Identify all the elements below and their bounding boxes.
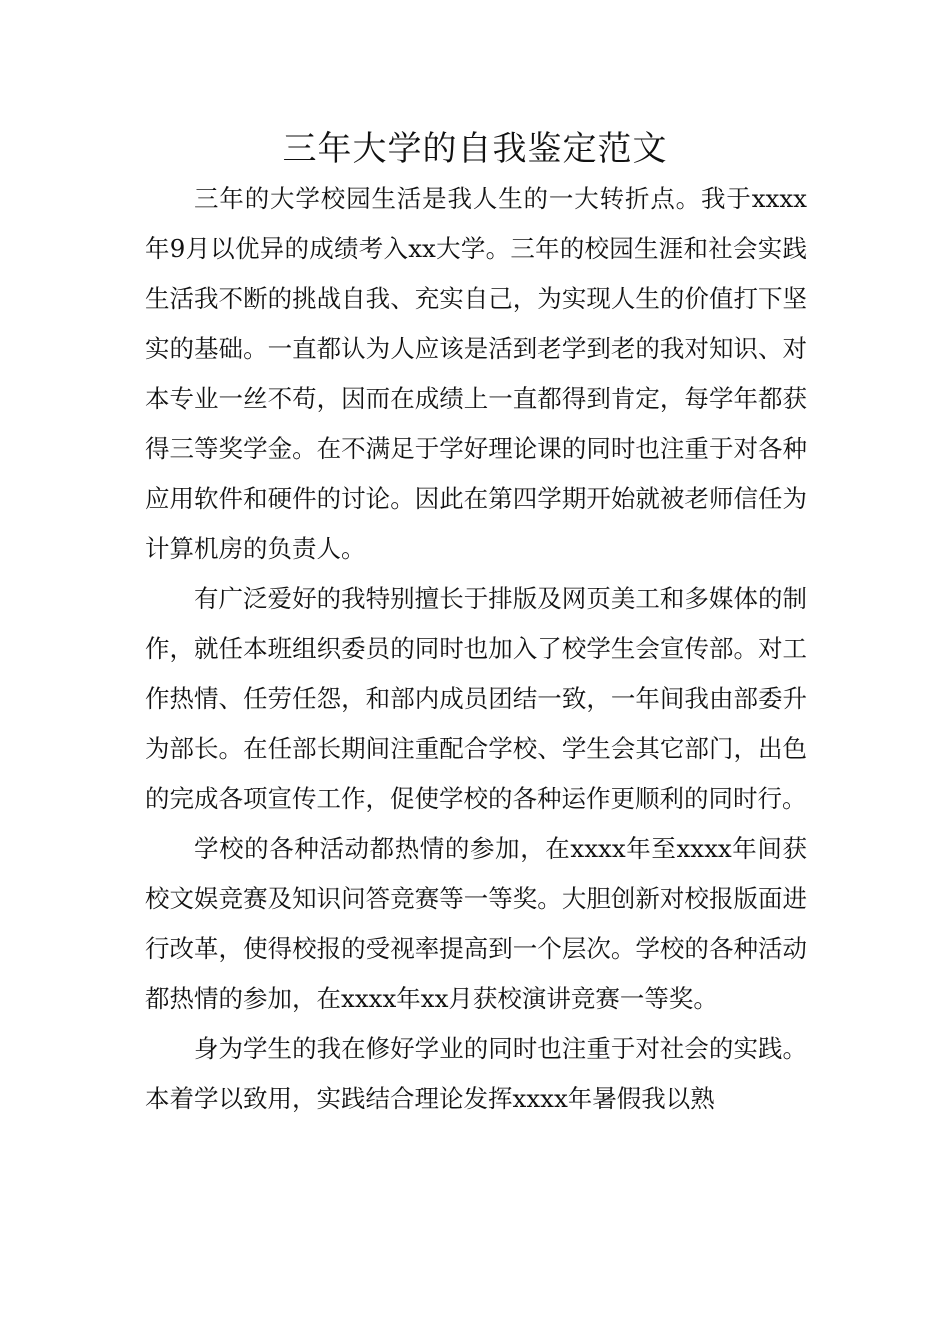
document-body (145, 174, 807, 1124)
paragraph-3: 学校的各种活动都热情的参加，在xxxx年至xxxx年间获校文娱竞赛及知识问答竞赛等一等奖。大胆创新对校报版面进行改革，使得校报的受视率提高到一个层次。学校的各种活动都热情的参加，在xxxx年xx月获校演讲竞赛一等奖。 (145, 834, 807, 1013)
paragraph-1: 三年的大学校园生活是我人生的一大转折点。我于xxxx年9月以优异的成绩考入xx大学。三年的校园生涯和社会实践生活我不断的挑战自我、充实自己，为实现人生的价值打下坚实的基础。一直都认为人应该是活到老学到老的我对知识、对本专业一丝不苟，因而在成绩上一直都得到肯定，每学年都获得三等奖学金。在不满足于学好理论课的同时也注重于对各种应用软件和硬件的讨论。因此在第四学期开始就被老师信任为计算机房的负责人。 (145, 184, 807, 563)
paragraph-2: 有广泛爱好的我特别擅长于排版及网页美工和多媒体的制作，就任本班组织委员的同时也加入了校学生会宣传部。对工作热情、任劳任怨，和部内成员团结一致，一年间我由部委升为部长。在任部长期间注重配合学校、学生会其它部门，出色的完成各项宣传工作，促使学校的各种运作更顺利的同时行。 (145, 584, 807, 813)
paragraph-4: 身为学生的我在修好学业的同时也注重于对社会的实践。本着学以致用，实践结合理论发挥xxxx年暑假我以熟 (145, 1034, 807, 1113)
document-title: 三年大学的自我鉴定范文 (282, 129, 668, 169)
